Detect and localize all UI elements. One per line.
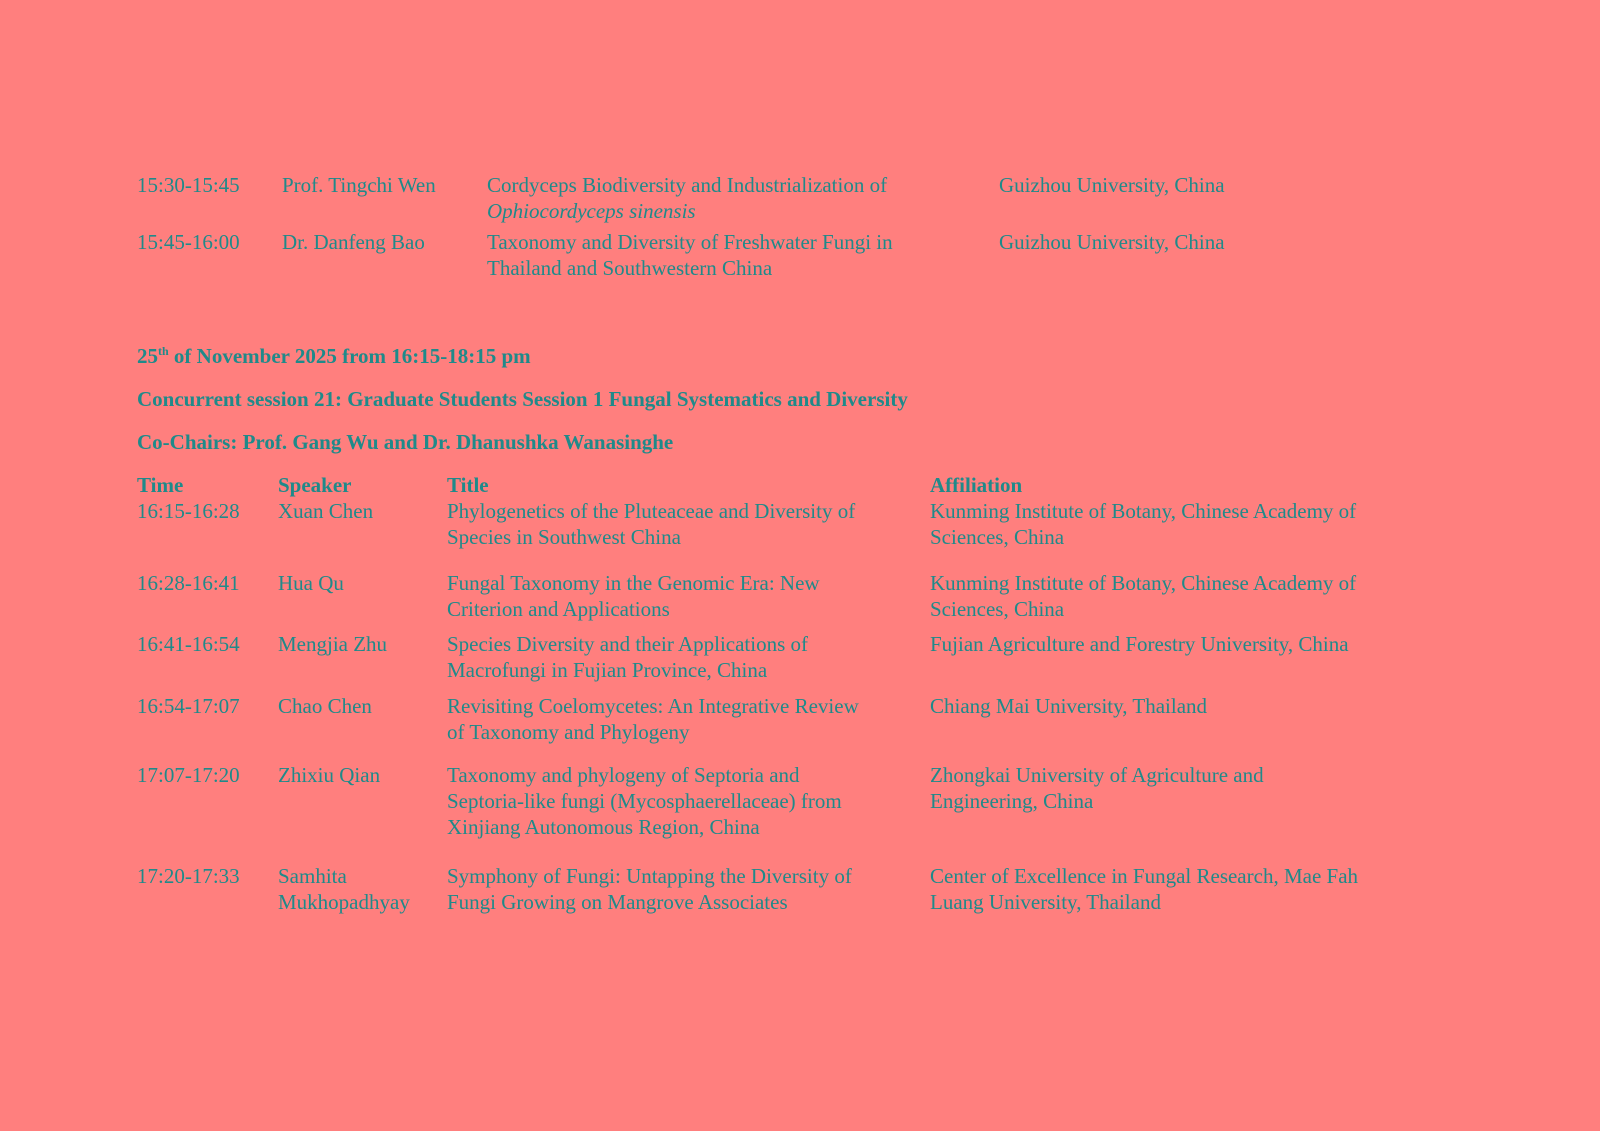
speaker-cell xyxy=(278,762,380,788)
time-cell: 17:20-17:33 xyxy=(137,864,240,888)
speaker-line: Mengjia Zhu xyxy=(278,632,388,656)
affiliation-line: Luang University, Thailand xyxy=(930,890,1161,914)
title-cell xyxy=(447,693,859,745)
session-chairs: Co-Chairs: Prof. Gang Wu and Dr. Dhanushka Wanasinghe xyxy=(137,430,674,454)
title-line: Macrofungi in Fujian Province, China xyxy=(447,658,768,682)
affiliation-line: Center of Excellence in Fungal Research, Mae Fah xyxy=(930,864,1359,888)
affiliation-line: Sciences, China xyxy=(930,597,1065,621)
speaker-line: Mukhopadhyay xyxy=(278,890,410,914)
speaker-cell xyxy=(278,570,344,596)
title-line-italic: Ophiocordyceps sinensis xyxy=(487,199,696,223)
title-line: Criterion and Applications xyxy=(447,597,670,621)
title-cell xyxy=(447,631,808,683)
session-title: Concurrent session 21: Graduate Students Session 1 Fungal Systematics and Diversity xyxy=(137,387,908,411)
title-cell xyxy=(447,863,852,915)
title-line: Fungal Taxonomy in the Genomic Era: New xyxy=(447,571,820,595)
speaker-cell: Prof. Tingchi Wen xyxy=(282,173,436,197)
time-cell: 16:15-16:28 xyxy=(137,499,240,523)
affiliation-line: Kunming Institute of Botany, Chinese Academy of xyxy=(930,571,1357,595)
affiliation-cell: Guizhou University, China xyxy=(999,230,1225,254)
speaker-line: Hua Qu xyxy=(278,571,344,595)
time-cell: 15:30-15:45 xyxy=(137,173,240,197)
title-cell xyxy=(447,498,855,550)
affiliation-line: Fujian Agriculture and Forestry University, China xyxy=(930,632,1349,656)
title-cell xyxy=(447,762,842,840)
title-line: Fungi Growing on Mangrove Associates xyxy=(447,890,788,914)
header-affiliation: Affiliation xyxy=(930,473,1023,497)
header-speaker: Speaker xyxy=(278,473,352,497)
affiliation-line: Zhongkai University of Agriculture and xyxy=(930,763,1264,787)
affiliation-cell xyxy=(930,693,1207,719)
speaker-cell xyxy=(278,498,373,524)
affiliation-line: Chiang Mai University, Thailand xyxy=(930,694,1208,718)
title-line: Septoria-like fungi (Mycosphaerellaceae) from xyxy=(447,789,842,813)
speaker-cell xyxy=(278,863,410,915)
affiliation-cell: Guizhou University, China xyxy=(999,173,1225,197)
title-line: of Taxonomy and Phylogeny xyxy=(447,720,690,744)
date-day: 25 xyxy=(137,344,158,368)
title-cell xyxy=(487,229,893,281)
time-cell: 16:28-16:41 xyxy=(137,571,240,595)
speaker-cell xyxy=(278,631,387,657)
title-line: Taxonomy and phylogeny of Septoria and xyxy=(447,763,800,787)
affiliation-cell xyxy=(930,631,1349,657)
time-cell: 16:54-17:07 xyxy=(137,694,240,718)
title-line: Species Diversity and their Applications of xyxy=(447,632,809,656)
time-cell: 16:41-16:54 xyxy=(137,632,240,656)
affiliation-cell xyxy=(930,863,1358,915)
title-line: Taxonomy and Diversity of Freshwater Fungi in xyxy=(487,230,893,254)
title-line: Species in Southwest China xyxy=(447,525,681,549)
date-rest: of November 2025 from 16:15-18:15 pm xyxy=(168,344,531,368)
header-time: Time xyxy=(137,473,184,497)
affiliation-line: Sciences, China xyxy=(930,525,1065,549)
title-cell xyxy=(447,570,820,622)
speaker-line: Zhixiu Qian xyxy=(278,763,381,787)
title-line: Symphony of Fungi: Untapping the Diversity of xyxy=(447,864,852,888)
speaker-line: Samhita xyxy=(278,864,347,888)
time-cell: 17:07-17:20 xyxy=(137,763,240,787)
header-title: Title xyxy=(447,473,489,497)
affiliation-line: Engineering, China xyxy=(930,789,1094,813)
title-line: Xinjiang Autonomous Region, China xyxy=(447,815,760,839)
speaker-line: Xuan Chen xyxy=(278,499,374,523)
time-cell: 15:45-16:00 xyxy=(137,230,240,254)
affiliation-cell xyxy=(930,570,1356,622)
affiliation-line: Kunming Institute of Botany, Chinese Academy of xyxy=(930,499,1357,523)
affiliation-cell xyxy=(930,762,1264,814)
session-date xyxy=(137,343,531,369)
date-suffix: th xyxy=(158,344,169,358)
title-line: Phylogenetics of the Pluteaceae and Diversity of xyxy=(447,499,856,523)
title-line: Thailand and Southwestern China xyxy=(487,256,773,280)
title-cell xyxy=(487,172,887,224)
speaker-cell: Dr. Danfeng Bao xyxy=(282,230,425,254)
speaker-line: Chao Chen xyxy=(278,694,372,718)
title-line: Revisiting Coelomycetes: An Integrative Review xyxy=(447,694,859,718)
speaker-cell xyxy=(278,693,372,719)
title-line: Cordyceps Biodiversity and Industrialization of xyxy=(487,173,888,197)
affiliation-cell xyxy=(930,498,1356,550)
